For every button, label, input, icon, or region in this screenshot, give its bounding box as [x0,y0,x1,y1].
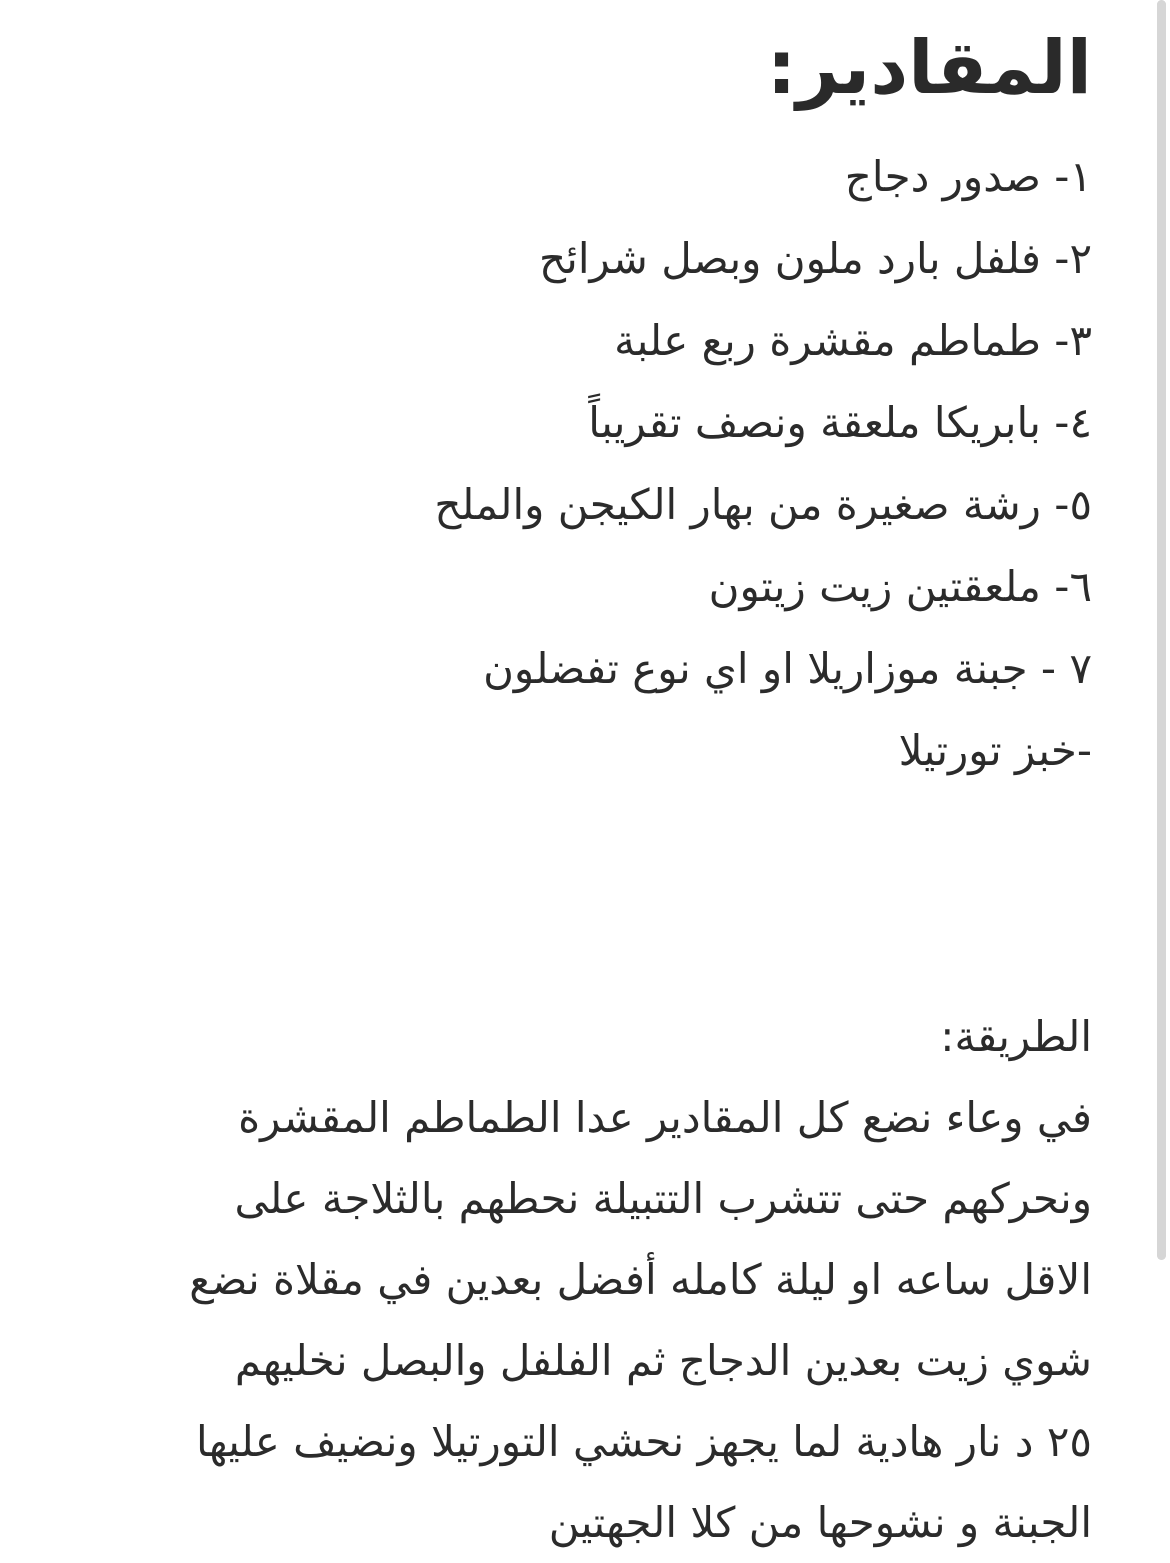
method-line: الاقل ساعه او ليلة كامله أفضل بعدين في مقلاة نضع [189,1255,1092,1304]
scrollbar-track[interactable] [1157,0,1166,1260]
ingredient-item: ٢- فلفل بارد ملون وبصل شرائح [539,234,1092,283]
method-line: ونحركهم حتى تتشرب التتبيلة نحطهم بالثلاجة على [234,1174,1092,1223]
method-line: في وعاء نضع كل المقادير عدا الطماطم المقشرة [238,1093,1092,1142]
method-heading: الطريقة: [940,1012,1092,1061]
method-text [62,1077,1092,1563]
section-spacer [62,792,1092,997]
ingredient-item: ٥- رشة صغيرة من بهار الكيجن والملح [434,480,1092,529]
method-line: شوي زيت بعدين الدجاج ثم الفلفل والبصل نخليهم [234,1336,1092,1385]
ingredient-item: ٧ - جبنة موزاريلا او اي نوع تفضلون [483,644,1092,693]
method-line: الجبنة و نشوحها من كلا الجهتين [548,1498,1092,1547]
ingredient-item: -خبز تورتيلا [898,726,1092,775]
ingredient-item: ٣- طماطم مقشرة ربع علبة [614,316,1092,365]
ingredient-item: ٤- بابريكا ملعقة ونصف تقريباً [588,398,1092,447]
recipe-content [62,18,1092,1563]
ingredients-list [62,136,1092,792]
scrollbar-thumb[interactable] [1157,0,1166,1260]
ingredient-item: ١- صدور دجاج [844,152,1092,201]
ingredients-heading: المقادير: [766,25,1092,111]
ingredient-item: ٦- ملعقتين زيت زيتون [708,562,1092,611]
method-line: ٢٥ د نار هادية لما يجهز نحشي التورتيلا ونضيف عليها [196,1417,1092,1466]
